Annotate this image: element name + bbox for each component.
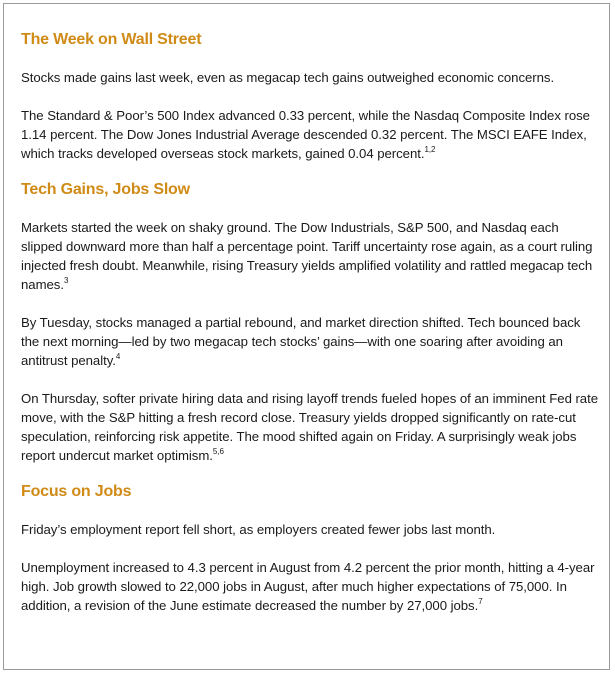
paragraph-text: On Thursday, softer private hiring data and rising layoff trends fueled hopes of an imminent Fed rate move, with the S&P hitting a fresh record close. Treasury yields dropped significantly on rate-cut speculation, reinforcing risk appetite. The mood shifted again on Friday. A surprisingly weak jobs report undercut market optimism. — [21, 391, 598, 463]
document-frame — [3, 3, 610, 670]
paragraph — [21, 389, 599, 465]
paragraph-text: The Standard & Poor’s 500 Index advanced 0.33 percent, while the Nasdaq Composite Index rose 1.14 percent. The Dow Jones Industrial Average descended 0.32 percent. The MSCI EAFE Index, which tracks developed overseas stock markets, gained 0.04 percent. — [21, 108, 590, 161]
paragraph-text: Stocks made gains last week, even as megacap tech gains outweighed economic concerns. — [21, 70, 555, 85]
paragraph — [21, 68, 599, 87]
footnote-ref: 3 — [63, 275, 69, 285]
paragraph-text: Friday’s employment report fell short, as employers created fewer jobs last month. — [21, 522, 496, 537]
footnote-ref: 7 — [478, 596, 483, 606]
paragraph — [21, 218, 599, 294]
paragraph — [21, 558, 599, 615]
section-week-on-wall-street — [21, 29, 599, 163]
section-focus-on-jobs — [21, 481, 599, 615]
section-tech-gains-jobs-slow — [21, 179, 599, 465]
section-heading: Focus on Jobs — [21, 483, 132, 500]
section-heading: The Week on Wall Street — [21, 31, 202, 48]
footnote-ref: 5,6 — [212, 446, 224, 456]
footnote-ref: 1,2 — [424, 144, 436, 154]
footnote-ref: 4 — [115, 351, 121, 361]
document-body — [21, 29, 599, 634]
paragraph — [21, 106, 599, 163]
paragraph-text: By Tuesday, stocks managed a partial rebound, and market direction shifted. Tech bounced back the next morning—led by two megacap tech stocks’ gains—with one soaring after avoiding an antitrust penalty. — [21, 315, 581, 368]
section-heading: Tech Gains, Jobs Slow — [21, 181, 190, 198]
paragraph — [21, 313, 599, 370]
paragraph-text: Unemployment increased to 4.3 percent in August from 4.2 percent the prior month, hitting a 4-year high. Job growth slowed to 22,000 jobs in August, after much higher expectations of 75,000. In addition, a revision of the June estimate decreased the number by 27,000 jobs. — [21, 560, 595, 613]
paragraph-text: Markets started the week on shaky ground. The Dow Industrials, S&P 500, and Nasdaq each slipped downward more than half a percentage point. Tariff uncertainty rose again, as a court ruling injected fresh doubt. Meanwhile, rising Treasury yields amplified volatility and rattled megacap tech names. — [21, 220, 593, 292]
paragraph — [21, 520, 599, 539]
